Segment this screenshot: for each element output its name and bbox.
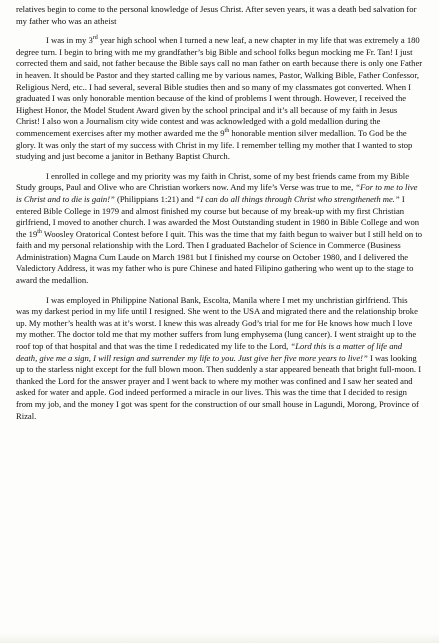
paragraph-4 xyxy=(16,295,423,423)
bible-verse-quote: “I can do all things through Christ who strengtheneth me.” xyxy=(195,193,400,204)
text-run: year high school when I turned a new leaf, a new chapter in my life that was extremely a 180 degree turn. I begin to bring with me my grandfather’s big Bible and school folks begun mocking me Fr. Tan! I just corrected them and said, not father because the Bible says call no man father on earth because there is only one Father in heaven. It should be Pastor and they started calling me by various names, Pastor, Walking Bible, Father Confessor, Religious Nerd, etc.. I had several, several Bible studies then and so many of my classmates got converted. When I graduated I was only honorable mention because of the kind of problems I went through. However, I received the Highest Honor, the Model Student Award given by the school principal and it’s all because of my faith in Jesus Christ! I also won a Journalism city wide contest and was acknowledged with a gold medallion during the commencement exercises after my mother awarded me the 9 xyxy=(16,35,423,138)
paragraph-3 xyxy=(16,171,423,287)
text-run: honorable mention silver medallion. To God be the glory. It was only the start of my success with Christ in my life. I remember telling my mother that I wanted to stop studying and just become a janitor in Bethany Baptist Church. xyxy=(16,127,413,162)
ordinal-suffix: rd xyxy=(92,35,98,42)
text-run: (Philippians 1:21) and xyxy=(114,193,196,204)
text-run: Woosley Oratorical Contest before I quit. This was the time that my faith begun to waiver but I still held on to faith and my personal relationship with the Lord. Then I graduated Bachelor of Science in Commerce (Business Administration) Magna Cum Laude on March 1981 but I finished my course on October 1980, and I delivered the Valedictory Address, it was my father who is pure Chinese and hated Filipino gathering who went up to the stage to award the medallion. xyxy=(16,228,423,286)
paragraph-2 xyxy=(16,35,423,163)
text-run: I entered Bible College in 1979 and almost finished my course but because of my break-up with my first Christian girlfriend, I moved to another church. I was awarded the Most Outstanding student in 1980 in Bible College and won the 19 xyxy=(16,193,420,239)
paragraph-1 xyxy=(16,4,423,27)
ordinal-suffix: th xyxy=(37,228,42,235)
text-run: I was looking up to the starless night except for the full blown moon. Then suddenly a star appeared beneath that bright full-moon. I thanked the Lord for the answer prayer and I went back to where my mother was confined and I saw her seated and asked for water and apple. God indeed performed a miracle in our lives. This was the time that I decided to resign from my job, and the money I got was spent for the construction of our small house in Lagundi, Morong, Province of Rizal. xyxy=(16,352,422,421)
text-run: I was employed in Philippine National Bank, Escolta, Manila where I met my unchristian girlfriend. This was my darkest period in my life until I resigned. She went to the USA and migrated there and the relationship broke up. My mother’s health was at it’s worst. I knew this was already God’s trial for me for He knows how much I love my mother. The doctor told me that my mother suffers from lung emphysema (lung cancer). I went straight up to the roof top of that hospital and that was the time I rededicated my life to the Lord, xyxy=(16,294,418,352)
text-run: relatives begin to come to the personal knowledge of Jesus Christ. After seven years, it was a death bed salvation for my father who was an atheist xyxy=(16,4,417,26)
prayer-quote: “Lord this is a matter of life and death, give me a sign, I will resign and surrender my life to you. Just give her five more years to live!” xyxy=(16,341,403,363)
text-run: I was in my 3 xyxy=(46,35,93,46)
text-run: I enrolled in college and my priority was my faith in Christ, some of my best friends came from my Bible Study groups, Paul and Olive who are Christian workers now. And my life’s Verse was true to me, xyxy=(16,170,410,193)
bible-verse-quote: “For to me to live is Christ and to die is gain!” xyxy=(16,182,418,204)
ordinal-suffix: th xyxy=(224,128,230,135)
